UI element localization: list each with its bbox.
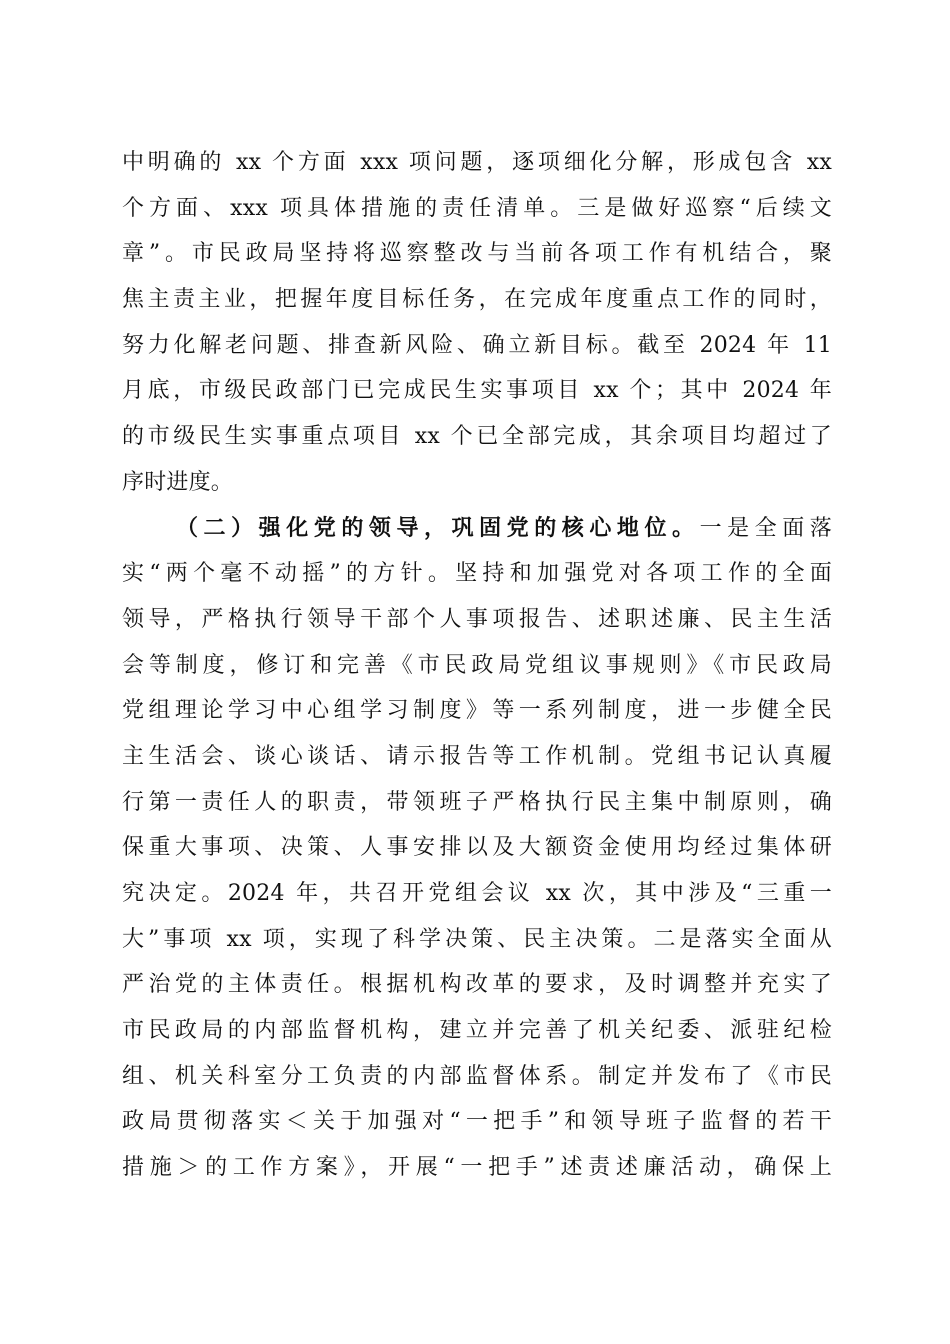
text-line: 的市级民生实事重点项目 xx 个已全部完成，其余项目均超过了 [122,424,832,450]
text-line: 市民政局的内部监督机构，建立并完善了机关纪委、派驻纪检 [122,1018,832,1044]
text-run: 一是全面落 [699,515,832,541]
text-line: 严治党的主体责任。根据机构改革的要求，及时调整并充实了 [122,972,832,998]
text-line: 领导，严格执行领导干部个人事项报告、述职述廉、民主生活 [122,606,832,632]
paragraph-2 [122,506,832,1191]
text-line: 行第一责任人的职责，带领班子严格执行民主集中制原则，确 [122,789,832,815]
text-line: 政局贯彻落实＜关于加强对“一把手”和领导班子监督的若干 [122,1109,832,1135]
paragraph-2-first-line [122,506,832,552]
text-line: 月底，市级民政部门已完成民生实事项目 xx 个；其中 2024 年 [122,378,832,404]
text-line: 组、机关科室分工负责的内部监督体系。制定并发布了《市民 [122,1063,832,1089]
text-line: 个方面、xxx 项具体措施的责任清单。三是做好巡察“后续文 [122,195,832,221]
text-line: 焦主责主业，把握年度目标任务，在完成年度重点工作的同时， [122,287,832,313]
text-line: 大”事项 xx 项，实现了科学决策、民主决策。二是落实全面从 [122,926,832,952]
text-line: 究决定。2024 年，共召开党组会议 xx 次，其中涉及“三重一 [122,881,832,906]
text-line: 会等制度，修订和完善《市民政局党组议事规则》《市民政局 [122,652,832,678]
text-line: 序时进度。 [122,469,234,495]
text-line: 党组理论学习中心组学习制度》等一系列制度，进一步健全民 [122,698,832,724]
text-line: 主生活会、谈心谈话、请示报告等工作机制。党组书记认真履 [122,743,832,769]
paragraph-1 [122,140,832,506]
text-line: 保重大事项、决策、人事安排以及大额资金使用均经过集体研 [122,835,832,861]
text-line: 措施＞的工作方案》，开展“一把手”述责述廉活动，确保上 [122,1155,832,1181]
text-line: 章”。市民政局坚持将巡察整改与当前各项工作有机结合，聚 [122,241,832,267]
section-heading: （二）强化党的领导，巩固党的核心地位。 [176,514,700,541]
text-line: 中明确的 xx 个方面 xxx 项问题，逐项细化分解，形成包含 xx [122,150,832,175]
text-line: 实“两个毫不动摇”的方针。坚持和加强党对各项工作的全面 [122,561,832,587]
document-body [122,140,832,1191]
text-line: 努力化解老问题、排查新风险、确立新目标。截至 2024 年 11 [122,332,832,358]
